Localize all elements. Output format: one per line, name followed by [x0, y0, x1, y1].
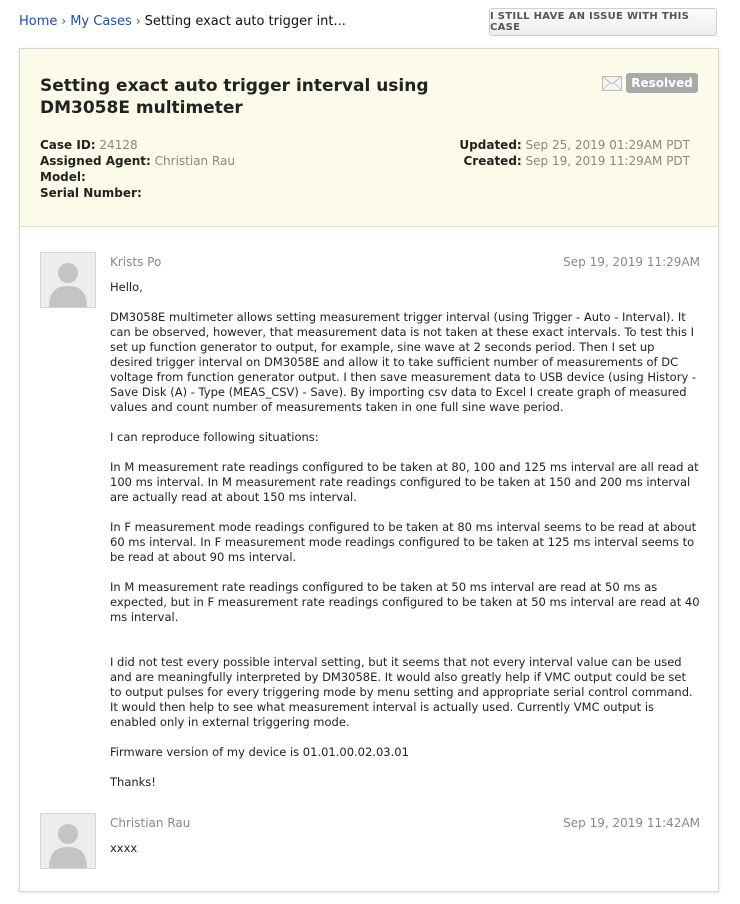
message-paragraph: xxxx [110, 841, 138, 855]
message-paragraph: In M measurement rate readings configured to be taken at 50 ms interval are read at 50 ms as expected, but in F measurement rate readings configured to be taken at 50 ms interval are read at 40 ms interval. [110, 580, 700, 624]
message-item [40, 252, 700, 812]
still-have-issue-button[interactable]: I STILL HAVE AN ISSUE WITH THIS CASE [489, 8, 717, 36]
case-id-label: Case ID: [40, 138, 96, 152]
model-label: Model: [40, 170, 86, 184]
message-paragraph: In M measurement rate readings configured to be taken at 80, 100 and 125 ms interval are all read at 100 ms interval. In M measurement rate readings configured to be taken at 150 and 200 ms interval are actually read at about 150 ms interval. [110, 460, 699, 504]
breadcrumb [19, 14, 346, 29]
updated-value: Sep 25, 2019 01:29AM PDT [525, 138, 690, 152]
message-paragraph: DM3058E multimeter allows setting measurement trigger interval (using Trigger - Auto - Interval). It can be observed, however, that measurement data is not taken at these exact intervals. To test this I set up function generator to output, for example, sine wave at 2 seconds period. Then I set up desired trigger interval on DM3058E and allow it to take sufficient number of measurements of DC voltage from function generator output. I then save measurement data to USB device (using History - Save Disk (A) - Type (MEAS_CSV) - Save). By importing csv data to Excel I create graph of measured values and count number of measurements taken in one full sine wave period. [110, 310, 697, 414]
avatar [40, 813, 96, 869]
message-item [40, 813, 700, 877]
avatar [40, 252, 96, 308]
created-value: Sep 19, 2019 11:29AM PDT [525, 154, 690, 168]
assigned-agent-label: Assigned Agent: [40, 154, 151, 168]
message-paragraph: Hello, [110, 280, 143, 294]
message-paragraph: Firmware version of my device is 01.01.00.02.03.01 [110, 745, 409, 759]
message-body [110, 280, 700, 805]
message-paragraph: I can reproduce following situations: [110, 430, 319, 444]
envelope-icon[interactable] [602, 76, 622, 91]
case-meta-left [40, 137, 235, 201]
serial-number-row [40, 185, 235, 201]
case-id-value: 24128 [99, 138, 138, 152]
message-date: Sep 19, 2019 11:42AM [563, 816, 700, 830]
breadcrumb-separator: › [135, 14, 141, 28]
case-title: Setting exact auto trigger interval using DM3058E multimeter [40, 76, 429, 118]
created-row [459, 153, 690, 169]
breadcrumb-my-cases-link[interactable]: My Cases [70, 14, 132, 29]
case-meta-right [459, 137, 690, 169]
breadcrumb-home-link[interactable]: Home [19, 14, 58, 29]
message-paragraph: Thanks! [110, 775, 156, 789]
message-date: Sep 19, 2019 11:29AM [563, 255, 700, 269]
user-silhouette-icon [41, 814, 95, 868]
model-row [40, 169, 235, 185]
assigned-agent-value: Christian Rau [154, 154, 236, 168]
serial-number-label: Serial Number: [40, 186, 142, 200]
assigned-agent-row [40, 153, 235, 169]
message-paragraph: In F measurement mode readings configured to be taken at 80 ms interval seems to be read at about 60 ms interval. In F measurement mode readings configured to be taken at 125 ms interval seems to be read at about 90 ms interval. [110, 520, 697, 564]
message-author: Christian Rau [110, 816, 191, 830]
updated-label: Updated: [459, 138, 522, 152]
breadcrumb-current: Setting exact auto trigger int... [144, 14, 346, 29]
updated-row [459, 137, 690, 153]
status-badge: Resolved [626, 73, 698, 93]
top-bar [0, 0, 740, 44]
case-header [20, 49, 718, 227]
user-silhouette-icon [41, 253, 95, 307]
case-card [19, 48, 719, 892]
created-label: Created: [463, 154, 522, 168]
case-id-row [40, 137, 235, 153]
breadcrumb-separator: › [61, 14, 67, 28]
message-paragraph: I did not test every possible interval setting, but it seems that not every interval value can be used and are meaningfully interpreted by DM3058E. It would also greatly help if VMC output could be set to output pulses for every triggering mode by menu setting and appropriate serial control command. It would then help to see what measurement interval is actually used. Currently VMC output is enabled only in external triggering mode. [110, 655, 693, 729]
message-author: Krists Po [110, 255, 162, 269]
message-body [110, 841, 700, 871]
